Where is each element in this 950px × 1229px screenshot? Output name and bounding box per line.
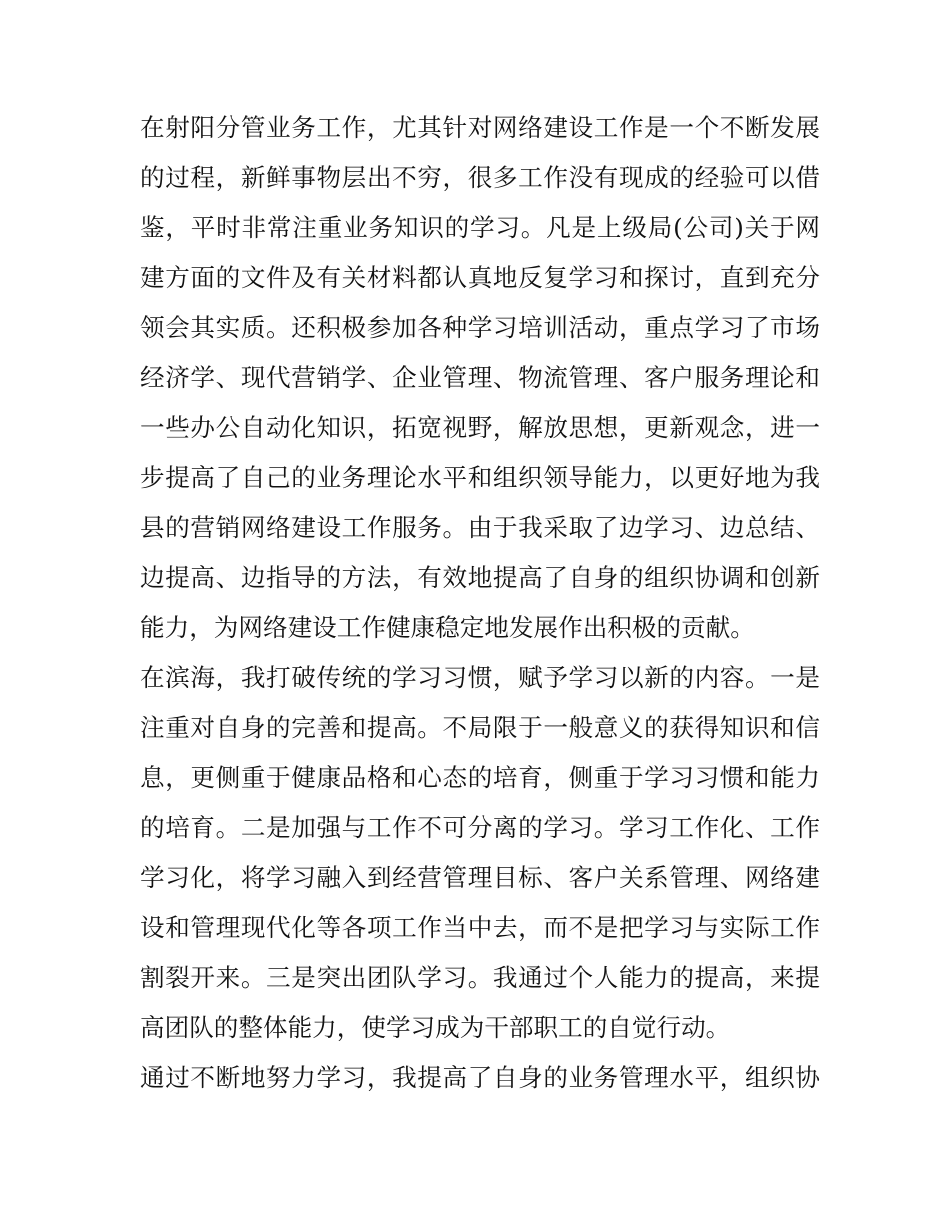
text-line: 一些办公自动化知识，拓宽视野，解放思想，更新观念，进一 [140,413,820,442]
text-line: 的过程，新鲜事物层出不穷，很多工作没有现成的经验可以借 [140,163,820,192]
text-line: 建方面的文件及有关材料都认真地反复学习和探讨，直到充分 [140,263,820,292]
text-line: 的培育。二是加强与工作不可分离的学习。学习工作化、工作 [140,813,820,842]
text-line: 步提高了自己的业务理论水平和组织领导能力，以更好地为我 [140,463,820,492]
text-line: 学习化，将学习融入到经营管理目标、客户关系管理、网络建 [140,863,820,892]
text-line: 在滨海，我打破传统的学习习惯，赋予学习以新的内容。一是 [140,663,820,692]
paragraph-end-line: 能力，为网络建设工作健康稳定地发展作出积极的贡献。 [140,613,755,642]
text-line: 在射阳分管业务工作，尤其针对网络建设工作是一个不断发展 [140,113,820,142]
text-line: 割裂开来。三是突出团队学习。我通过个人能力的提高，来提 [140,963,820,992]
paragraph-end-line: 高团队的整体能力，使学习成为干部职工的自觉行动。 [140,1013,731,1042]
text-line: 设和管理现代化等各项工作当中去，而不是把学习与实际工作 [140,913,820,942]
text-line: 注重对自身的完善和提高。不局限于一般意义的获得知识和信 [140,713,820,742]
text-line: 息，更侧重于健康品格和心态的培育，侧重于学习习惯和能力 [140,763,820,792]
text-line: 通过不断地努力学习，我提高了自身的业务管理水平，组织协 [140,1063,820,1092]
text-line: 县的营销网络建设工作服务。由于我采取了边学习、边总结、 [140,513,820,542]
text-line: 鉴，平时非常注重业务知识的学习。凡是上级局(公司)关于网 [140,213,820,242]
text-line: 边提高、边指导的方法，有效地提高了自身的组织协调和创新 [140,563,820,592]
text-line: 领会其实质。还积极参加各种学习培训活动，重点学习了市场 [140,313,820,342]
text-line: 经济学、现代营销学、企业管理、物流管理、客户服务理论和 [140,363,820,392]
